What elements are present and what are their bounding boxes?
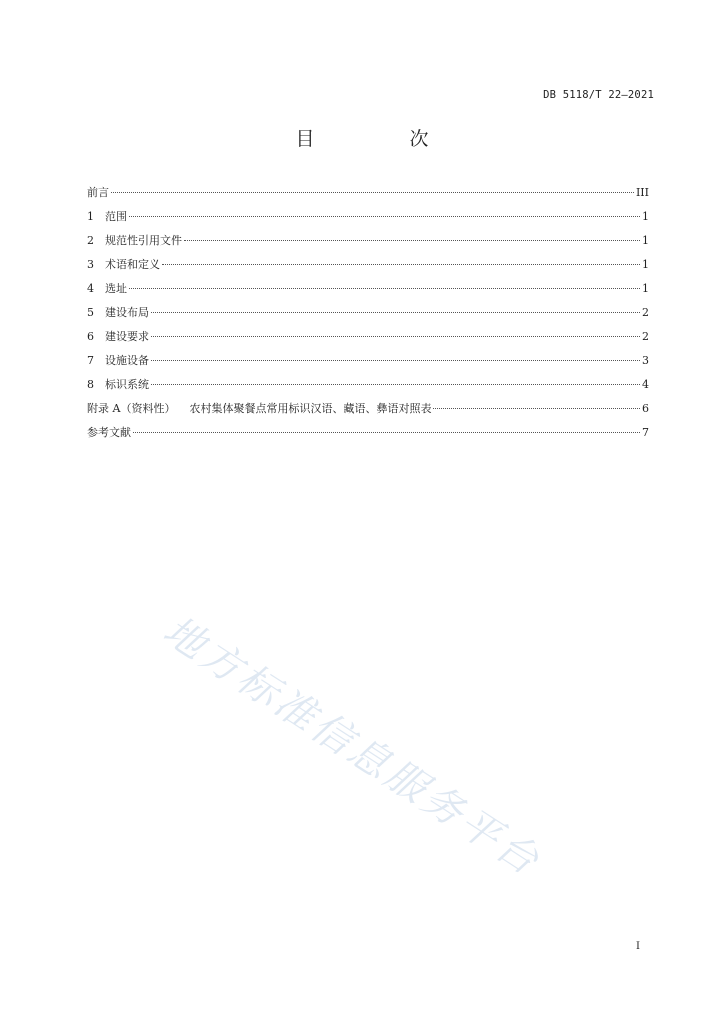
watermark: 地方标准信息服务平台: [155, 607, 550, 886]
toc-entry-number: 6: [87, 330, 94, 343]
toc-entry-label: 附录 A（资料性）: [87, 402, 176, 415]
toc-entry-number: 2: [87, 234, 94, 247]
toc-entry-page: 6: [642, 402, 649, 415]
toc-entry[interactable]: [87, 325, 649, 349]
toc-entry[interactable]: [87, 373, 649, 397]
toc-entry[interactable]: [87, 397, 649, 421]
toc-entry[interactable]: [87, 253, 649, 277]
toc-dot-leader: [151, 360, 640, 361]
toc-entry-title: [105, 205, 127, 229]
toc-entry-number: 4: [87, 282, 94, 295]
toc-entry-title: [105, 349, 149, 373]
toc-entry-page: 2: [642, 330, 649, 343]
page-title: 目 次: [295, 128, 467, 150]
toc-entry-label: 建设要求: [105, 330, 149, 343]
toc-dot-leader: [151, 312, 640, 313]
table-of-contents: [87, 181, 649, 445]
toc-entry-title: [105, 325, 149, 349]
toc-entry-label: 标识系统: [105, 378, 149, 391]
toc-entry-label: 选址: [105, 282, 127, 295]
toc-dot-leader: [111, 192, 634, 193]
toc-dot-leader: [129, 288, 640, 289]
page-number: I: [636, 941, 640, 952]
toc-dot-leader: [162, 264, 640, 265]
toc-entry-label: 规范性引用文件: [105, 234, 182, 247]
toc-entry-title: [87, 421, 131, 445]
toc-entry[interactable]: [87, 421, 649, 445]
toc-entry[interactable]: [87, 301, 649, 325]
toc-entry-number: 8: [87, 378, 94, 391]
toc-dot-leader: [151, 384, 640, 385]
toc-entry-page: 1: [642, 234, 649, 247]
toc-entry[interactable]: [87, 349, 649, 373]
toc-entry-title: [87, 181, 109, 205]
document-code: DB 5118/T 22—2021: [543, 89, 654, 101]
toc-entry-page: 3: [642, 354, 649, 367]
toc-entry-number: 3: [87, 258, 94, 271]
toc-entry[interactable]: [87, 181, 649, 205]
toc-entry-label: 设施设备: [105, 354, 149, 367]
toc-entry-title: [105, 229, 182, 253]
toc-entry-page: 2: [642, 306, 649, 319]
toc-entry-number: 7: [87, 354, 94, 367]
toc-dot-leader: [129, 216, 640, 217]
toc-dot-leader: [133, 432, 640, 433]
toc-entry[interactable]: [87, 205, 649, 229]
toc-entry-page: 1: [642, 210, 649, 223]
toc-entry-title: [87, 397, 431, 421]
toc-entry-subtitle: 农村集体聚餐点常用标识汉语、藏语、彝语对照表: [189, 402, 432, 415]
toc-entry-title: [105, 301, 149, 325]
toc-entry-label: 范围: [105, 210, 127, 223]
toc-entry-page: 7: [642, 426, 649, 439]
toc-entry-label: 建设布局: [105, 306, 149, 319]
toc-entry[interactable]: [87, 277, 649, 301]
toc-entry-number: 1: [87, 210, 94, 223]
toc-dot-leader: [184, 240, 640, 241]
toc-entry-label: 参考文献: [87, 426, 131, 439]
toc-entry-title: [105, 373, 149, 397]
toc-entry-number: 5: [87, 306, 94, 319]
toc-entry-page: 1: [642, 258, 649, 271]
toc-entry-label: 前言: [87, 186, 109, 199]
toc-entry-page: 1: [642, 282, 649, 295]
toc-entry[interactable]: [87, 229, 649, 253]
toc-entry-page: 4: [642, 378, 649, 391]
toc-entry-title: [105, 277, 127, 301]
toc-entry-page: III: [635, 186, 649, 199]
toc-entry-label: 术语和定义: [105, 258, 160, 271]
toc-dot-leader: [433, 408, 640, 409]
toc-entry-title: [105, 253, 160, 277]
toc-dot-leader: [151, 336, 640, 337]
